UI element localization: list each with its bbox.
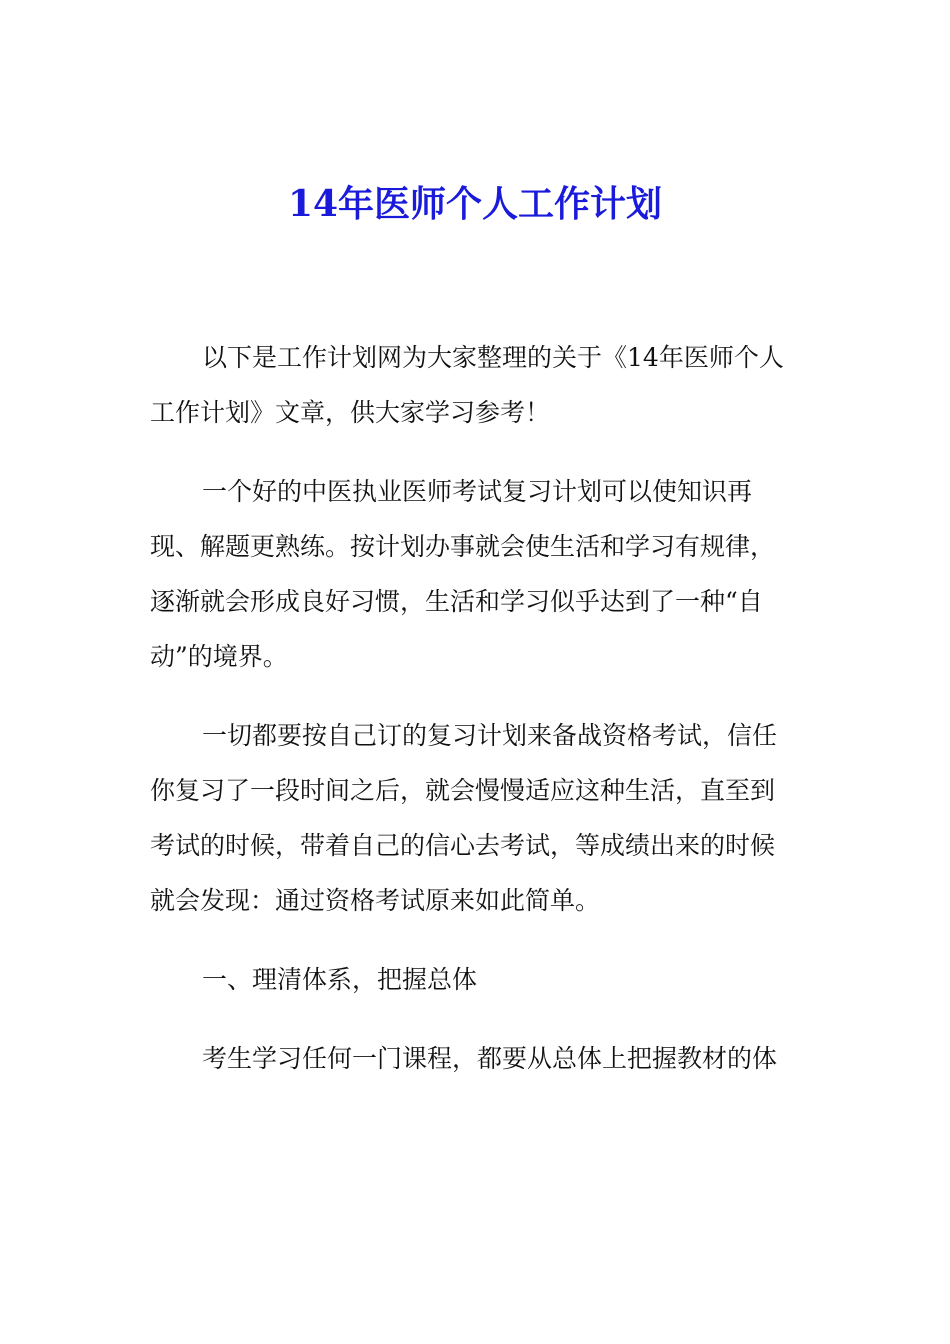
paragraph-line: 工作计划》文章，供大家学习参考！ [150,398,551,427]
paragraph-line: 现、解题更熟练。按计划办事就会使生活和学习有规律， [150,532,776,561]
paragraph-line: 动”的境界。 [150,642,288,671]
paragraph-line: 一个好的中医执业医师考试复习计划可以使知识再 [202,477,753,506]
paragraph-study-plan [150,464,800,684]
paragraph-line: 考生学习任何一门课程，都要从总体上把握教材的体 [202,1044,778,1073]
paragraph-line: 你复习了一段时间之后，就会慢慢适应这种生活，直至到 [150,776,776,805]
paragraph-line: 一切都要按自己订的复习计划来备战资格考试，信任 [202,721,778,750]
paragraph-line: 以下是工作计划网为大家整理的关于《14年医师个人 [202,343,784,372]
document-body [150,330,800,1110]
section-heading-text: 一、理清体系，把握总体 [202,965,478,994]
paragraph-course-overview [150,1031,800,1086]
paragraph-exam-preparation [150,708,800,928]
document-title: 14年医师个人工作计划 [287,183,663,225]
paragraph-line: 逐渐就会形成良好习惯，生活和学习似乎达到了一种“自 [150,587,763,616]
section-heading [150,952,800,1007]
paragraph-line: 考试的时候，带着自己的信心去考试，等成绩出来的时候 [150,831,776,860]
paragraph-intro [150,330,800,440]
paragraph-line: 就会发现：通过资格考试原来如此简单。 [150,886,601,915]
